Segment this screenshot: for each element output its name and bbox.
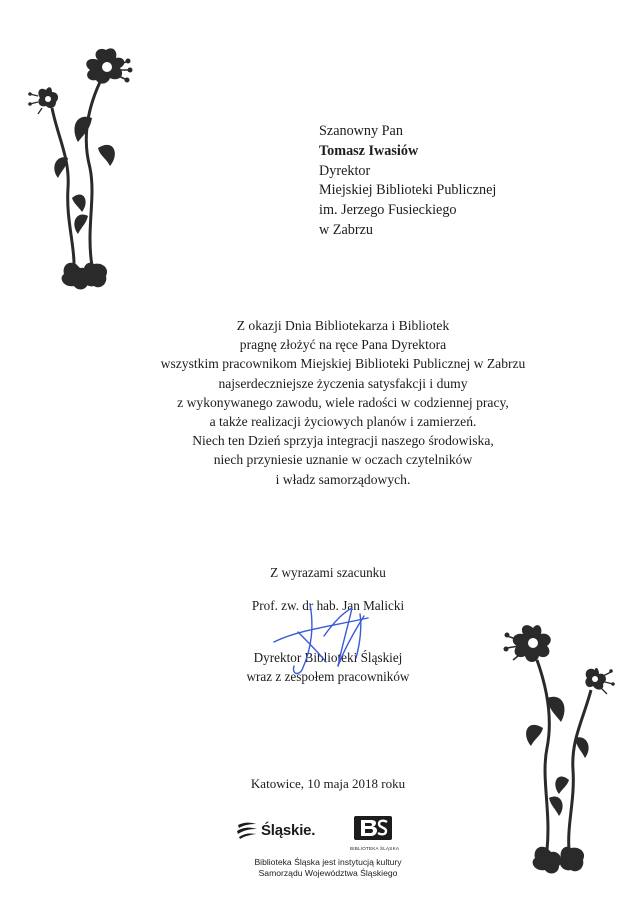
flower-ornament-top: [28, 38, 140, 292]
signatory-name: Prof. zw. dr hab. Jan Malicki: [251, 598, 405, 613]
handwritten-signature: [268, 596, 380, 680]
body-line: wszystkim pracownikom Miejskiej Biblioteki Publicznej w Zabrzu: [160, 356, 526, 372]
logos-row: [236, 814, 406, 856]
body-line: pragnę złożyć na ręce Pana Dyrektora: [239, 337, 447, 353]
letter-body: [60, 316, 626, 489]
signatory-title: Dyrektor Biblioteki Śląskiej: [253, 650, 403, 665]
biblioteka-slaska-logo-icon: [353, 814, 393, 842]
body-line: Niech ten Dzień sprzyja integracji naszego środowiska,: [192, 433, 494, 449]
body-line: najserdeczniejsze życzenia satysfakcji i dumy: [218, 375, 468, 391]
body-line: niech przyniesie uznanie w oczach czytelników: [213, 452, 473, 468]
footer-line: Biblioteka Śląska jest instytucją kultury: [254, 857, 402, 867]
recipient-name: Tomasz Iwasiów: [319, 142, 419, 159]
slaskie-swoosh-icon: [236, 821, 258, 839]
body-line: i władz samorządowych.: [275, 471, 411, 487]
slaskie-logo: [236, 821, 315, 839]
institution-city: w Zabrzu: [319, 221, 373, 238]
place-date: Katowice, 10 maja 2018 roku: [250, 776, 406, 791]
recipient-institution: Miejskiej Biblioteki Publicznej: [319, 182, 497, 199]
library-logo-caption: BIBLIOTEKA ŚLĄSKA: [350, 846, 400, 851]
flower-ornament-bottom: [503, 614, 615, 876]
footer-note: [160, 857, 496, 879]
recipient-address: [319, 122, 496, 241]
library-logo: [350, 814, 400, 851]
slaskie-wordmark: Śląskie.: [261, 821, 316, 839]
closing-regards: Z wyrazami szacunku: [270, 565, 386, 580]
institution-patron: im. Jerzego Fusieckiego: [319, 202, 457, 219]
body-line: a także realizacji życiowych planów i zamierzeń.: [209, 414, 477, 430]
body-line: z wykonywanego zawodu, wiele radości w codziennej pracy,: [177, 394, 509, 410]
salutation: Szanowny Pan: [319, 123, 403, 139]
signatory-team: wraz z zespołem pracowników: [246, 669, 410, 684]
recipient-position: Dyrektor: [319, 162, 371, 179]
body-line: Z okazji Dnia Bibliotekarza i Bibliotek: [236, 318, 450, 333]
footer-line: Samorządu Województwa Śląskiego: [258, 868, 398, 878]
